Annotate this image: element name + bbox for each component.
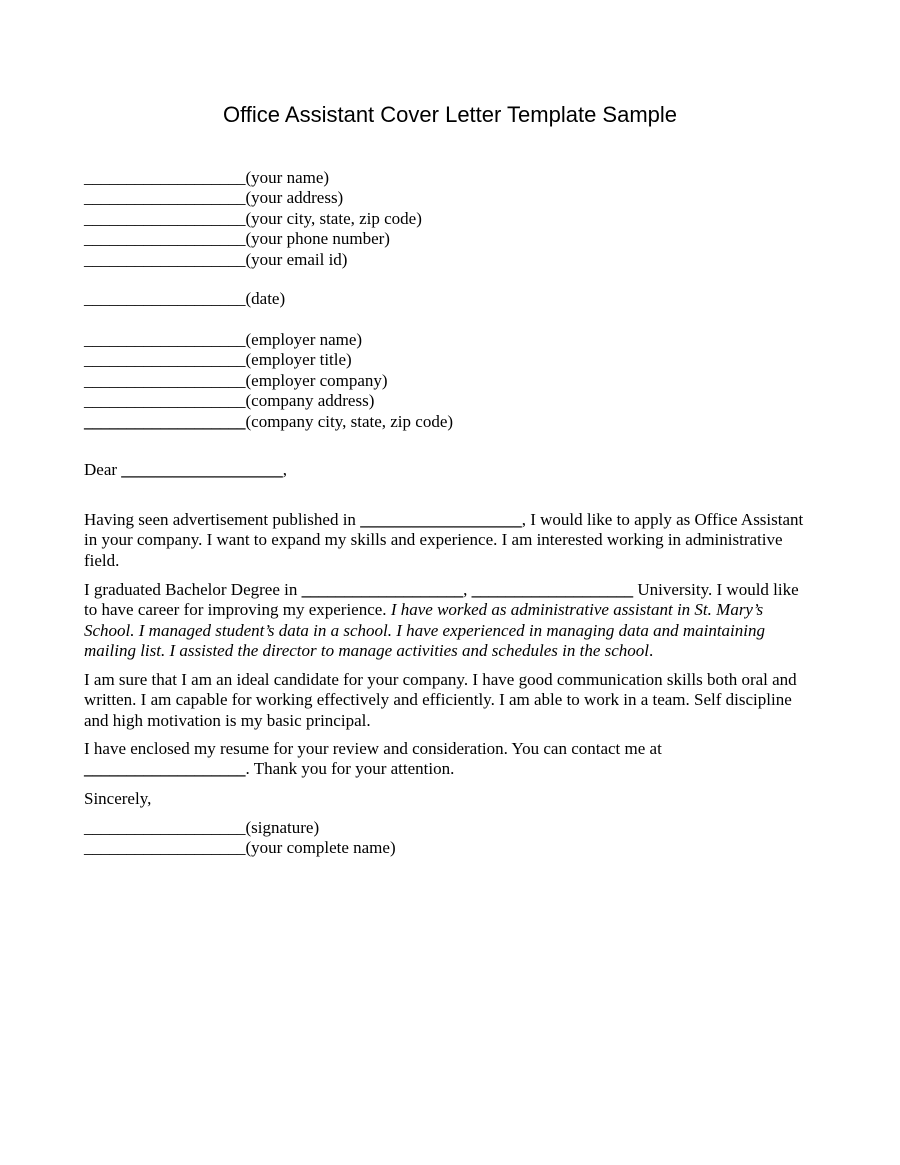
company-city-line [84, 412, 804, 432]
para4-text-end: . Thank you for your attention. [245, 759, 455, 779]
sender-city-label: (your city, state, zip code) [245, 208, 422, 228]
sender-email-line [84, 250, 804, 270]
date-block [84, 289, 804, 309]
blank-field[interactable]: ___________________ [471, 580, 634, 599]
sender-phone-line [84, 229, 804, 249]
blank-field[interactable]: ___________________ [84, 229, 246, 249]
para2-text-middle: University. I would like to have career for improving my experience. [84, 580, 803, 620]
employer-title-label: (employer title) [245, 350, 352, 370]
employer-name-label: (employer name) [245, 330, 363, 349]
blank-field[interactable]: ___________________ [84, 208, 246, 228]
sender-name-label: (your name) [245, 168, 330, 187]
blank-field[interactable]: ___________________ [84, 759, 246, 779]
company-address-line [84, 391, 804, 411]
para2-text-end: . [649, 641, 654, 661]
blank-field[interactable]: ___________________ [84, 411, 246, 431]
blank-field[interactable]: ___________________ [84, 391, 246, 411]
sender-block [84, 168, 804, 270]
sender-name-line [84, 168, 804, 188]
signature-label: (signature) [245, 818, 320, 837]
paragraph-4 [84, 739, 804, 780]
sender-address-label: (your address) [245, 188, 344, 208]
employer-title-line [84, 350, 804, 370]
sender-email-label: (your email id) [245, 249, 348, 269]
closing [84, 789, 804, 809]
salutation [84, 460, 804, 480]
paragraph-2 [84, 580, 804, 662]
blank-field[interactable]: ___________________ [84, 370, 246, 390]
blank-field[interactable]: ___________________ [84, 168, 246, 187]
signature-line [84, 818, 804, 838]
signature-block [84, 818, 804, 859]
blank-field[interactable]: ___________________ [121, 460, 283, 479]
paragraph-3 [84, 670, 804, 731]
para3-text: I am sure that I am an ideal candidate for your company. I have good communication skills both oral and written. I am capable for working effectively and efficiently. I am able to work in a team. Self discipline and high motivation is my basic principal. [84, 670, 797, 730]
salutation-prefix: Dear [84, 460, 122, 479]
company-city-label: (company city, state, zip code) [245, 411, 454, 431]
salutation-suffix: , [282, 460, 288, 479]
sender-phone-label: (your phone number) [245, 229, 390, 249]
sender-address-line [84, 188, 804, 208]
para4-text-start: I have enclosed my resume for your review and consideration. You can contact me at [84, 739, 667, 758]
recipient-block [84, 330, 804, 432]
blank-field[interactable]: ___________________ [301, 580, 464, 599]
blank-field[interactable]: ___________________ [84, 188, 246, 208]
para2-italic-text: I have worked as administrative assistant in St. Mary’s School. I managed student’s data in a school. I have experienced in managing data and maintaining mailing list. I assisted the director to manage activities and schedules in the school [84, 600, 766, 661]
blank-field[interactable]: ___________________ [84, 838, 246, 858]
date-line [84, 289, 804, 309]
blank-field[interactable]: ___________________ [84, 350, 246, 370]
para2-text-start: I graduated Bachelor Degree in [84, 580, 302, 599]
para2-separator: , [463, 580, 472, 599]
closing-text: Sincerely, [84, 789, 152, 808]
blank-field[interactable]: ___________________ [84, 289, 246, 308]
blank-field[interactable]: ___________________ [84, 818, 246, 837]
salutation-line [84, 460, 804, 480]
date-label: (date) [245, 289, 286, 308]
company-address-label: (company address) [245, 391, 375, 411]
employer-company-label: (employer company) [245, 370, 388, 390]
complete-name-line [84, 838, 804, 858]
complete-name-label: (your complete name) [245, 838, 396, 858]
para1-text-start: Having seen advertisement published in [84, 510, 361, 529]
employer-name-line [84, 330, 804, 350]
paragraph-1 [84, 510, 804, 571]
blank-field[interactable]: ___________________ [84, 330, 246, 349]
employer-company-line [84, 371, 804, 391]
blank-field[interactable]: ___________________ [360, 510, 522, 529]
para1-text-end: , I would like to apply as Office Assistant in your company. I want to expand my skills and experience. I am interested working in administrative field. [84, 510, 804, 570]
blank-field[interactable]: ___________________ [84, 249, 246, 269]
sender-city-line [84, 209, 804, 229]
page-title: Office Assistant Cover Letter Template Sample [222, 102, 678, 127]
